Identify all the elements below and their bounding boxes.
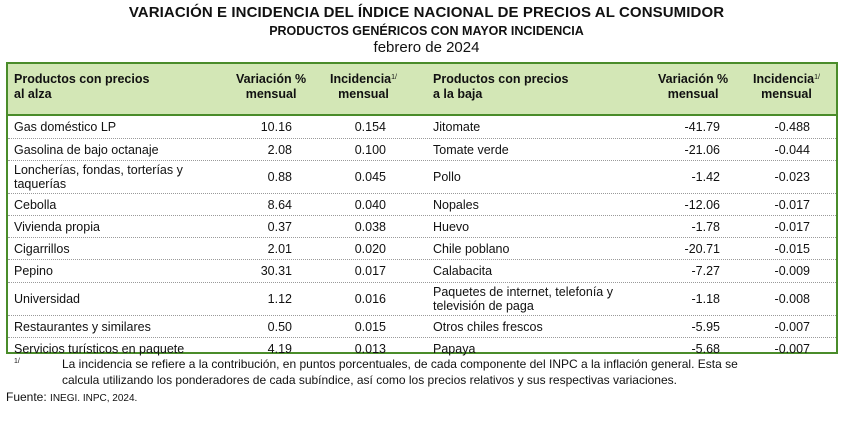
- up-variation: 10.16: [260, 120, 292, 134]
- down-incidence: -0.023: [774, 170, 810, 184]
- up-product: Restaurantes y similares: [14, 319, 151, 334]
- down-product: Calabacita: [433, 264, 493, 278]
- up-variation: 30.31: [260, 264, 292, 278]
- table-row: [8, 139, 836, 161]
- up-variation: 8.64: [267, 197, 292, 212]
- up-incidence: 0.013: [354, 341, 386, 356]
- down-incidence: -0.044: [774, 142, 810, 157]
- footnote-mark: 1/: [14, 358, 20, 365]
- up-variation: 0.88: [267, 170, 292, 184]
- down-incidence: -0.007: [774, 341, 810, 356]
- header-up-products: Productos con precios al alza: [14, 72, 150, 101]
- up-incidence: 0.038: [354, 219, 386, 234]
- table-row: [8, 216, 836, 238]
- report-subtitle: PRODUCTOS GENÉRICOS CON MAYOR INCIDENCIA: [269, 24, 584, 38]
- up-variation: 4.19: [267, 341, 292, 356]
- header-down-variation: Variación % mensual: [658, 72, 729, 101]
- down-variation: -5.68: [691, 341, 720, 356]
- down-incidence: -0.017: [774, 197, 810, 212]
- down-product: Tomate verde: [433, 142, 509, 157]
- header-up-variation: Variación % mensual: [236, 72, 307, 101]
- header-down-products: Productos con precios a la baja: [433, 72, 569, 101]
- down-product: Nopales: [433, 197, 479, 212]
- down-incidence: -0.009: [774, 264, 810, 278]
- up-product: Cebolla: [14, 197, 57, 212]
- down-product: Jitomate: [433, 120, 481, 134]
- up-product: Pepino: [14, 264, 53, 278]
- up-incidence: 0.040: [354, 197, 386, 212]
- up-variation: 1.12: [267, 292, 292, 306]
- up-variation: 0.37: [267, 219, 292, 234]
- down-variation: -41.79: [684, 120, 720, 134]
- down-incidence: -0.488: [774, 120, 810, 134]
- up-variation: 2.01: [267, 241, 292, 256]
- table-row: [8, 161, 836, 194]
- down-variation: -1.78: [691, 219, 720, 234]
- up-product: Servicios turísticos en paquete: [14, 341, 185, 356]
- down-incidence: -0.007: [774, 319, 810, 334]
- down-variation: -1.18: [691, 292, 720, 306]
- up-incidence: 0.017: [354, 264, 386, 278]
- down-product: Huevo: [433, 219, 470, 234]
- table-header: [8, 64, 836, 116]
- source-label: Fuente:: [6, 390, 47, 404]
- footnote-ref: 1/: [814, 74, 820, 81]
- title-block: [0, 4, 853, 57]
- table-row: [8, 116, 836, 139]
- up-incidence: 0.016: [354, 292, 386, 306]
- up-product: Loncherías, fondas, torterías y taquerías: [14, 163, 183, 191]
- table-row: [8, 316, 836, 338]
- footnote-line-2: calcula utilizando los ponderadores de cada subíndice, así como los precios relativos y sus respectivas variaciones.: [62, 373, 677, 387]
- down-product: Chile poblano: [433, 241, 510, 256]
- up-product: Vivienda propia: [14, 219, 100, 234]
- down-incidence: -0.015: [774, 241, 810, 256]
- down-product: Otros chiles frescos: [433, 319, 543, 334]
- footnote-line-1: La incidencia se refiere a la contribución, en puntos porcentuales, de cada componente del INPC a la inflación general. Esta se: [62, 357, 738, 371]
- source-text: INEGI. INPC, 2024.: [50, 393, 138, 404]
- down-incidence: -0.008: [774, 292, 810, 306]
- down-product: Paquetes de internet, telefonía y televisión de paga: [433, 285, 613, 313]
- down-variation: -1.42: [691, 170, 720, 184]
- up-variation: 2.08: [267, 142, 292, 157]
- down-variation: -20.71: [684, 241, 720, 256]
- report-title: VARIACIÓN E INCIDENCIA DEL ÍNDICE NACIONAL DE PRECIOS AL CONSUMIDOR: [128, 4, 725, 21]
- header-down-incidence: Incidencia$^{1/}$ mensual: [753, 72, 820, 101]
- up-incidence: 0.100: [354, 142, 386, 157]
- down-variation: -5.95: [691, 319, 720, 334]
- down-product: Pollo: [433, 170, 461, 184]
- table-body: [8, 116, 836, 359]
- header-up-incidence: Incidencia$^{1/}$ mensual: [330, 72, 397, 101]
- down-variation: -12.06: [684, 197, 720, 212]
- up-product: Gasolina de bajo octanaje: [14, 142, 159, 157]
- down-product: Papaya: [433, 341, 476, 356]
- down-incidence: -0.017: [774, 219, 810, 234]
- table-row: [8, 194, 836, 216]
- table-row: [8, 283, 836, 316]
- incidence-table: [6, 62, 838, 354]
- source-note: [6, 390, 137, 404]
- footnote-ref: 1/: [391, 74, 397, 81]
- up-incidence: 0.020: [354, 241, 386, 256]
- down-variation: -21.06: [684, 142, 720, 157]
- down-variation: -7.27: [691, 264, 720, 278]
- table-row: [8, 260, 836, 283]
- up-product: Universidad: [14, 292, 81, 306]
- report-period: febrero de 2024: [373, 39, 480, 56]
- up-incidence: 0.154: [354, 120, 386, 134]
- up-incidence: 0.045: [354, 170, 386, 184]
- up-product: Gas doméstico LP: [14, 120, 117, 134]
- up-product: Cigarrillos: [14, 241, 70, 256]
- table-row: [8, 238, 836, 260]
- footnote: [6, 356, 838, 388]
- up-variation: 0.50: [267, 319, 292, 334]
- up-incidence: 0.015: [354, 319, 386, 334]
